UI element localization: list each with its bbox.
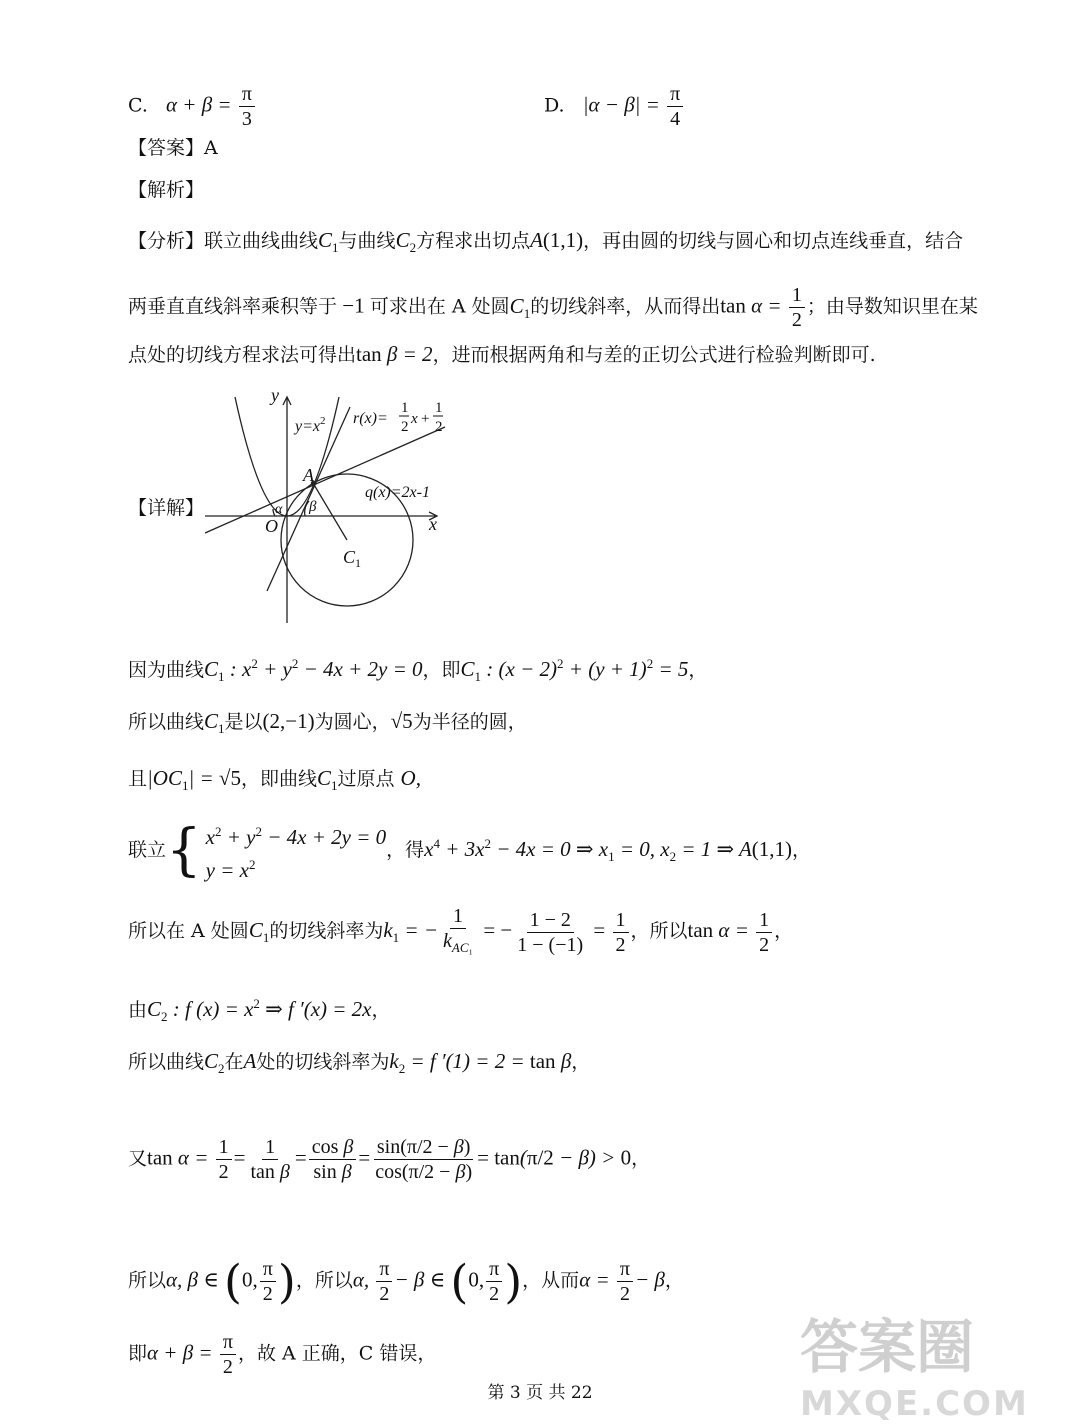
fenxi-text: 两垂直直线斜率乘积等于 bbox=[128, 295, 338, 318]
text: 处的切线斜率为 bbox=[256, 1051, 390, 1073]
detail-tag: 【详解】 bbox=[128, 497, 205, 519]
c1-label: $C_1$ bbox=[343, 547, 362, 570]
fenxi-text: 与曲线 bbox=[338, 230, 396, 252]
answer-tag: 【答案】 bbox=[128, 137, 205, 159]
line-center-radius: 所以曲线$C_1$是以(2,−1)为圆心，√5为半径的圆， bbox=[128, 709, 527, 737]
option-c-formula: α + β = bbox=[166, 92, 237, 117]
analysis-tag: 【解析】 bbox=[128, 179, 205, 201]
pi-over-4: $\frac{\pi}{4}$ bbox=[667, 82, 683, 131]
text: 为半径的圆， bbox=[412, 711, 527, 733]
analysis-line-3: 点处的切线方程求法可得出tan β = 2，进而根据两角和与差的正切公式进行检验判断即可. bbox=[128, 342, 876, 366]
watermark-text: 答案圈 bbox=[800, 1313, 975, 1381]
option-d bbox=[544, 82, 685, 131]
fenxi-text: ；由导数知识里在某 bbox=[806, 295, 978, 318]
line-slope-k1: 所以在 A 处圆$C_1$的切线斜率为$k_1$ = − $\frac{1}{k_{AC_1}}$ = − $\frac{1 - 2}{1 - (-1)}$ = $\frac{1}{2}$ ，所以tan α = $\frac{1}{2}$ ， bbox=[128, 905, 794, 956]
fenxi-text: 点处的切线方程求法可得出 bbox=[128, 344, 357, 366]
line-oc1: 且$|OC_1| = √5$，即曲线$C_1$过原点 O, bbox=[128, 766, 421, 794]
o-label: O bbox=[265, 516, 278, 536]
watermark-logo bbox=[800, 1300, 1029, 1424]
svg-text:2: 2 bbox=[435, 419, 443, 435]
fenxi-text: ，进而根据两角和与差的正切公式进行检验判断即可. bbox=[432, 344, 876, 366]
text: ，即 bbox=[422, 659, 461, 681]
line-circle-eq: 因为曲线$C_1$ : $x^2 + y^2 - 4x + 2y = 0$，即$C_1$ : $(x - 2)^2 + (y + 1)^2 = 5$， bbox=[128, 656, 708, 685]
alpha-label: α bbox=[275, 502, 283, 517]
beta-label: β bbox=[309, 499, 317, 515]
analysis-line-2: 两垂直直线斜率乘积等于 −1 可求出在 A 处圆$C_1$的切线斜率，从而得出tan α = $\frac{1}{2}$ ；由导数知识里在某 bbox=[128, 284, 978, 331]
text: 即 bbox=[128, 1342, 148, 1365]
text: 又 bbox=[128, 1147, 148, 1170]
fenxi-tag: 【分析】 bbox=[128, 230, 205, 252]
text: O, bbox=[400, 766, 421, 790]
x-label: x bbox=[429, 514, 437, 534]
text: 是以 bbox=[224, 711, 263, 733]
option-d-label: D. bbox=[544, 94, 565, 117]
radius-ac1 bbox=[313, 483, 347, 540]
tangent-figure bbox=[205, 385, 455, 630]
line-range: 所以α, β ∈ (0, $\frac{\pi}{2}$ )，所以α, $\frac{\pi}{2}$ − β ∈ (0, $\frac{\pi}{2}$ )，从而α = $\frac{\pi}{2}$ − β， bbox=[128, 1254, 684, 1309]
line-derivative: 由$C_2$ : f $(x) = x^2$ ⇒ f ′(x) = 2x， bbox=[128, 996, 391, 1025]
option-c-label: C. bbox=[128, 94, 148, 117]
svg-text:+: + bbox=[421, 411, 430, 427]
line-system: 联立{ $x^2 + y^2 - 4x + 2y = 0$ $y = x^2$ ，得$x^4 + 3x^2 - 4x = 0$ ⇒ $x_1 = 0$, $x_2 = 1$ ⇒ A(1,1)， bbox=[128, 818, 812, 883]
text: A bbox=[243, 1049, 257, 1073]
text: 为圆心， bbox=[314, 711, 391, 733]
text: 所以 bbox=[128, 1269, 167, 1292]
q-label: q(x)=2x-1 bbox=[365, 484, 430, 501]
option-d-formula: |α − β| = bbox=[582, 92, 666, 117]
line-tan-identity: 又tan α = $\frac{1}{2}$ = $\frac{1}{\text{tan β}}$ = $\frac{\text{cos β}}{\text{sin β}}$ = $\frac{\sin(\pi/2 - \beta)}{\cos(\pi/2 - \beta)}$ = tan(π/2 − β) > 0， bbox=[128, 1136, 651, 1183]
fenxi-text: 联立曲线曲线 bbox=[204, 230, 319, 252]
svg-text:1: 1 bbox=[401, 400, 409, 416]
text: 且 bbox=[128, 768, 148, 790]
analysis-line-1: 【分析】联立曲线曲线$C_1$与曲线$C_2$方程求出切点A(1,1)，再由圆的切线与圆心和切点连线垂直，结合 bbox=[128, 228, 964, 256]
fenxi-text: 方程求出切点 bbox=[416, 230, 531, 252]
line-conclusion: 即α + β = $\frac{\pi}{2}$ ，故 A 正确，C 错误， bbox=[128, 1331, 437, 1378]
svg-text:2: 2 bbox=[401, 419, 409, 435]
text: 在 bbox=[224, 1051, 244, 1073]
text: 过原点 bbox=[337, 768, 395, 790]
watermark-url: MXQE.COM bbox=[800, 1384, 1029, 1424]
r-label: r(x)= bbox=[353, 410, 388, 427]
answer-value: A bbox=[204, 137, 218, 159]
y-label: y bbox=[271, 385, 279, 405]
a-label: A bbox=[303, 465, 314, 485]
text: 所以曲线 bbox=[128, 711, 205, 733]
text: ，即曲线 bbox=[240, 768, 317, 790]
fenxi-text: 可求出在 A 处圆 bbox=[369, 295, 510, 318]
r-fractions bbox=[399, 400, 443, 435]
answer-line bbox=[128, 134, 218, 162]
curve-label: $y=x^2$ bbox=[295, 415, 326, 435]
text: 由 bbox=[128, 999, 148, 1021]
text: 的切线斜率为 bbox=[269, 920, 384, 942]
svg-text:1: 1 bbox=[435, 400, 443, 416]
fenxi-text: 的切线斜率，从而得出 bbox=[530, 295, 721, 318]
text: ，从而 bbox=[522, 1269, 580, 1292]
option-c bbox=[128, 82, 257, 131]
line-slope-k2: 所以曲线$C_2$在A处的切线斜率为$k_2 = f$ ′(1) = 2 = tan β， bbox=[128, 1049, 591, 1077]
pi-over-3: $\frac{\pi}{3}$ bbox=[239, 82, 255, 131]
text: ，得 bbox=[386, 839, 425, 861]
text: ，所以 bbox=[630, 920, 688, 942]
fenxi-text: ，再由圆的切线与圆心和切点连线垂直，结合 bbox=[583, 230, 964, 252]
page-footer: 第 3 页 共 22 bbox=[487, 1383, 593, 1403]
text: 所以在 A 处圆 bbox=[128, 920, 249, 942]
svg-text:x: x bbox=[411, 411, 418, 427]
text: ，所以 bbox=[295, 1269, 353, 1292]
text: 所以曲线 bbox=[128, 1051, 205, 1073]
text: ，故 A 正确，C 错误， bbox=[237, 1342, 437, 1365]
text: 联立 bbox=[128, 839, 167, 861]
text: 因为曲线 bbox=[128, 659, 205, 681]
